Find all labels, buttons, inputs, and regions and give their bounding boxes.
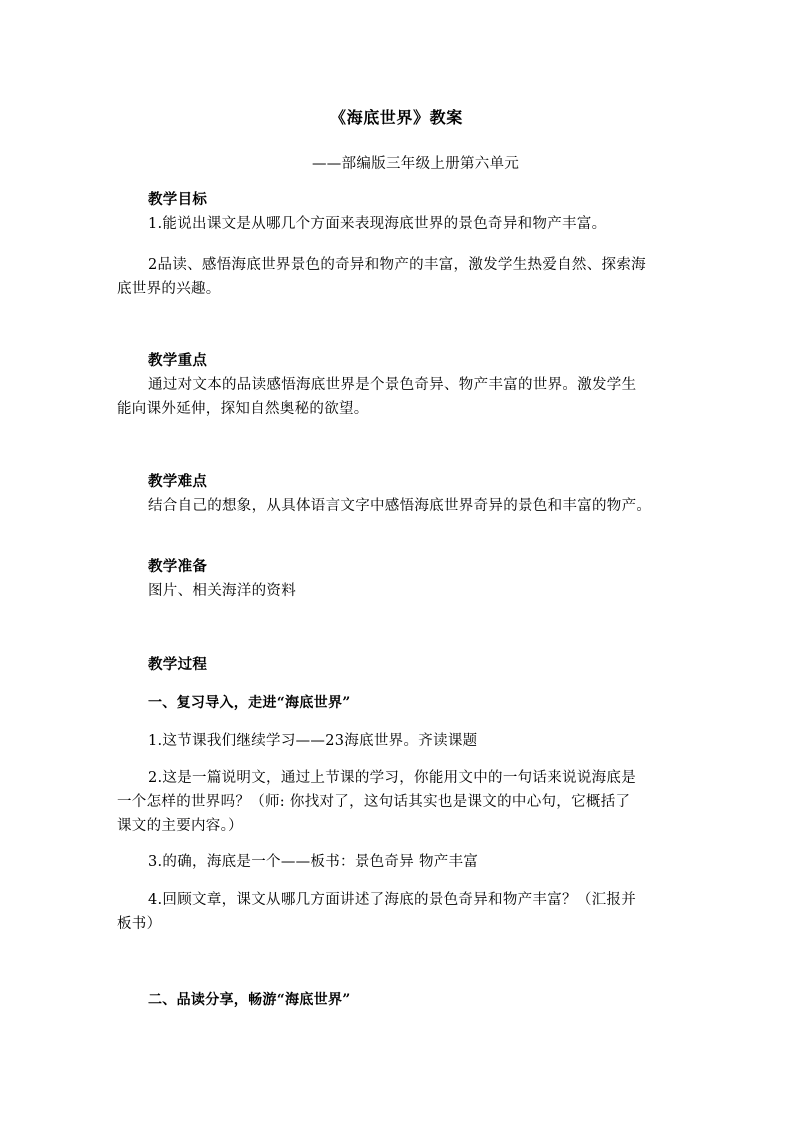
process-step-2-line-3: 课文的主要内容。） xyxy=(117,818,243,834)
process-step-1: 1.这节课我们继续学习——23海底世界。齐读课题 xyxy=(148,733,478,749)
key-points-line-1: 通过对文本的品读感悟海底世界是个景色奇异、物产丰富的世界。激发学生 xyxy=(148,377,637,393)
document-subtitle: ——部编版三年级上册第六单元 xyxy=(312,156,520,172)
objectives-heading: 教学目标 xyxy=(148,191,208,208)
preparation-heading: 教学准备 xyxy=(148,558,208,575)
process-step-4-line-1: 4.回顾文章，课文从哪几方面讲述了海底的景色奇异和物产丰富？（汇报并 xyxy=(148,892,637,908)
objectives-item-1: 1.能说出课文是从哪几个方面来表现海底世界的景色奇异和物产丰富。 xyxy=(148,216,607,232)
difficulties-line-1: 结合自己的想象，从具体语言文字中感悟海底世界奇异的景色和丰富的物产。 xyxy=(148,498,652,514)
objectives-item-2-line-2: 底世界的兴趣。 xyxy=(117,281,221,297)
process-step-2-line-2: 一个怎样的世界吗？（师: 你找对了，这句话其实也是课文的中心句，它概括了 xyxy=(117,794,631,810)
key-points-line-2: 能向课外延伸，探知自然奥秘的欲望。 xyxy=(117,401,369,417)
process-section-1-title: 一、复习导入，走进“海底世界” xyxy=(148,695,351,711)
objectives-item-2-line-1: 2品读、感悟海底世界景色的奇异和物产的丰富，激发学生热爱自然、探索海 xyxy=(148,257,646,273)
process-step-3: 3.的确，海底是一个——板书：景色奇异 物产丰富 xyxy=(148,854,479,870)
process-step-2-line-1: 2.这是一篇说明文，通过上节课的学习，你能用文中的一句话来说说海底是 xyxy=(148,770,637,786)
difficulties-heading: 教学难点 xyxy=(148,473,208,490)
process-step-4-line-2: 板书） xyxy=(117,916,162,932)
preparation-line-1: 图片、相关海洋的资料 xyxy=(148,583,296,599)
process-section-2-title: 二、品读分享，畅游“海底世界” xyxy=(148,992,351,1008)
document-title: 《海底世界》教案 xyxy=(330,108,463,127)
process-heading: 教学过程 xyxy=(148,656,208,673)
key-points-heading: 教学重点 xyxy=(148,352,208,369)
